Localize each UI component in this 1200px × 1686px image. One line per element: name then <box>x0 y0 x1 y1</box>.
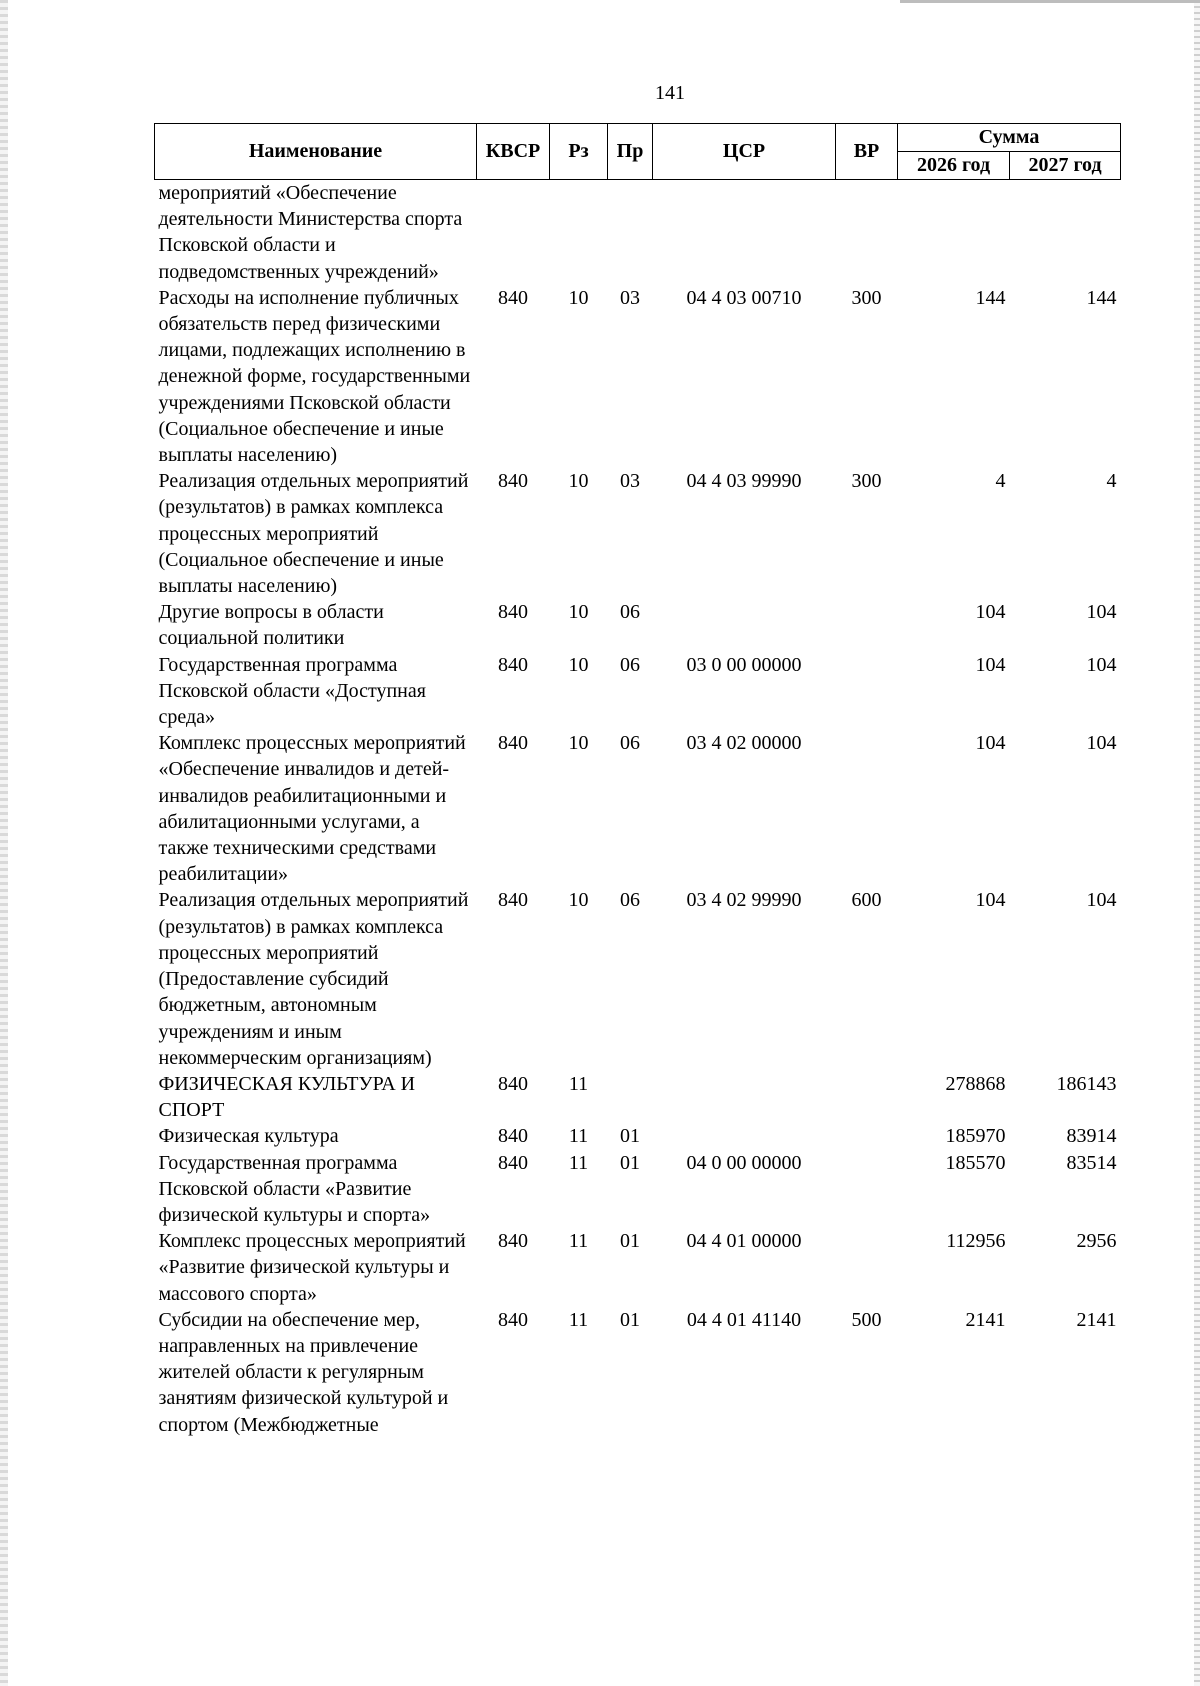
cell-2027: 83514 <box>1066 1151 1117 1174</box>
cell-name: Реализация отдельных мероприятий (результатов) в рамках комплекса процессных мероприятий (Предоставление субсидий бюджетным, автономным учреждениям и иным некоммерческим организациям) <box>158 889 469 1069</box>
cell-name: Государственная программа Псковской области «Развитие физической культуры и спорта» <box>158 1151 431 1226</box>
cell-2026: 104 <box>975 732 1006 755</box>
header-row <box>155 124 1121 152</box>
cell-kvsr: 840 <box>498 286 528 309</box>
cell-kvsr: 840 <box>498 1151 528 1174</box>
scan-edge-top <box>900 0 1200 3</box>
cell-csr <box>653 1071 836 1123</box>
budget-table <box>154 123 1121 1438</box>
cell-pr: 01 <box>620 1230 640 1253</box>
page-number: 141 <box>655 82 685 104</box>
cell-pr: 03 <box>620 286 640 309</box>
cell-2027: 104 <box>1086 732 1117 755</box>
cell-vr <box>836 1228 898 1307</box>
cell-rz: 11 <box>568 1308 589 1331</box>
cell-csr: 04 4 01 00000 <box>686 1230 802 1253</box>
cell-pr: 01 <box>620 1151 640 1174</box>
table-row <box>155 599 1121 651</box>
scan-edge-left <box>0 0 8 1686</box>
cell-2026: 104 <box>975 889 1006 912</box>
table-row <box>155 652 1121 731</box>
cell-pr: 03 <box>620 470 640 493</box>
cell-name: Реализация отдельных мероприятий (результатов) в рамках комплекса процессных мероприятий (Социальное обеспечение и иные выплаты населению) <box>158 470 469 598</box>
cell-name: Комплекс процессных мероприятий «Обеспечение инвалидов и детей-инвалидов реабилитационными и абилитационными услугами, а также техническими средствами реабилитации» <box>158 732 466 886</box>
table-row <box>155 180 1121 285</box>
cell-vr <box>836 1150 898 1229</box>
table-row <box>155 468 1121 599</box>
cell-name: Государственная программа Псковской области «Доступная среда» <box>158 653 426 729</box>
cell-csr: 04 4 01 41140 <box>686 1308 802 1331</box>
cell-pr: 01 <box>620 1125 640 1148</box>
cell-2027: 4 <box>1106 470 1117 493</box>
cell-2027: 2141 <box>1076 1308 1117 1331</box>
cell-vr: 500 <box>851 1308 882 1331</box>
cell-2026: 104 <box>975 601 1006 624</box>
cell-2027: 104 <box>1086 889 1117 912</box>
cell-kvsr <box>477 180 550 285</box>
cell-kvsr: 840 <box>498 1072 528 1095</box>
cell-2026: 144 <box>975 286 1006 309</box>
cell-pr: 06 <box>620 889 640 912</box>
cell-rz: 11 <box>568 1230 589 1253</box>
header-kvsr: КВСР <box>477 124 550 180</box>
cell-csr <box>653 1123 836 1149</box>
table-row <box>155 1228 1121 1307</box>
cell-vr <box>836 599 898 651</box>
header-sum: Сумма <box>898 124 1121 152</box>
header-vr: ВР <box>836 124 898 180</box>
cell-pr: 06 <box>620 732 640 755</box>
cell-2026: 2141 <box>965 1308 1006 1331</box>
table-row <box>155 1307 1121 1438</box>
cell-pr <box>608 1071 653 1123</box>
cell-name: Расходы на исполнение публичных обязательств перед физическими лицами, подлежащих исполнению в денежной форме, государственными учреждениями Псковской области (Социальное обеспечение и иные выплаты населению) <box>158 286 471 467</box>
header-year-2027: 2027 год <box>1010 152 1121 180</box>
table-row <box>155 285 1121 468</box>
cell-kvsr: 840 <box>498 1308 528 1331</box>
cell-2026: 112956 <box>946 1230 1006 1253</box>
cell-csr: 03 0 00 00000 <box>686 653 802 676</box>
cell-2027: 144 <box>1086 286 1117 309</box>
cell-csr: 03 4 02 00000 <box>686 732 802 755</box>
cell-kvsr: 840 <box>498 732 528 755</box>
cell-rz: 11 <box>568 1072 589 1095</box>
cell-vr: 600 <box>851 889 882 912</box>
cell-pr: 06 <box>620 653 640 676</box>
cell-csr: 04 4 03 00710 <box>686 286 802 309</box>
header-year-2026: 2026 год <box>898 152 1010 180</box>
cell-2027: 2956 <box>1076 1230 1117 1253</box>
cell-pr <box>608 180 653 285</box>
scan-edge-right <box>1194 0 1200 1686</box>
cell-2026: 104 <box>975 653 1006 676</box>
cell-kvsr: 840 <box>498 601 528 624</box>
cell-2027: 104 <box>1086 653 1117 676</box>
cell-csr: 03 4 02 99990 <box>686 889 802 912</box>
cell-pr: 01 <box>620 1308 640 1331</box>
cell-rz: 11 <box>568 1125 589 1148</box>
cell-name: Физическая культура <box>158 1125 339 1148</box>
table-row <box>155 730 1121 887</box>
table-row <box>155 1071 1121 1123</box>
cell-vr <box>836 180 898 285</box>
cell-vr: 300 <box>851 470 882 493</box>
cell-csr <box>653 180 836 285</box>
cell-name: Комплекс процессных мероприятий «Развитие физической культуры и массового спорта» <box>158 1230 466 1305</box>
cell-name: Другие вопросы в области социальной политики <box>158 601 384 650</box>
table-row <box>155 1150 1121 1229</box>
cell-kvsr: 840 <box>498 1125 528 1148</box>
cell-rz: 10 <box>568 653 589 676</box>
cell-2026: 185970 <box>945 1125 1006 1148</box>
header-rz: Рз <box>550 124 608 180</box>
cell-rz <box>550 180 608 285</box>
cell-vr <box>836 652 898 731</box>
cell-kvsr: 840 <box>498 653 528 676</box>
cell-rz: 10 <box>568 889 589 912</box>
table-body <box>155 180 1121 1438</box>
cell-rz: 10 <box>568 286 589 309</box>
cell-rz: 11 <box>568 1151 589 1174</box>
cell-name: Субсидии на обеспечение мер, направленных на привлечение жителей области к регулярным занятиям физической культурой и спортом (Межбюджетные <box>158 1308 449 1436</box>
cell-rz: 10 <box>568 732 589 755</box>
cell-2027 <box>1010 180 1121 285</box>
cell-2026 <box>898 180 1010 285</box>
cell-csr: 04 0 00 00000 <box>686 1151 802 1174</box>
cell-2026: 185570 <box>945 1151 1006 1174</box>
header-name: Наименование <box>155 124 477 180</box>
header-csr: ЦСР <box>653 124 836 180</box>
cell-csr: 04 4 03 99990 <box>686 470 802 493</box>
cell-vr <box>836 1123 898 1149</box>
cell-rz: 10 <box>568 601 589 624</box>
cell-vr: 300 <box>851 286 882 309</box>
cell-2027: 104 <box>1086 601 1117 624</box>
table-row <box>155 887 1121 1070</box>
cell-name: мероприятий «Обеспечение деятельности Министерства спорта Псковской области и подведомственных учреждений» <box>158 182 463 283</box>
cell-csr <box>653 599 836 651</box>
cell-vr <box>836 730 898 887</box>
cell-kvsr: 840 <box>498 889 528 912</box>
cell-2027: 83914 <box>1066 1125 1117 1148</box>
header-pr: Пр <box>608 124 653 180</box>
cell-2026: 4 <box>995 470 1006 493</box>
cell-kvsr: 840 <box>498 470 528 493</box>
cell-pr: 06 <box>620 601 640 624</box>
cell-2027: 186143 <box>1056 1072 1117 1095</box>
cell-vr <box>836 1071 898 1123</box>
cell-2026: 278868 <box>945 1072 1006 1095</box>
cell-name: ФИЗИЧЕСКАЯ КУЛЬТУРА И СПОРТ <box>158 1072 416 1122</box>
cell-kvsr: 840 <box>498 1230 528 1253</box>
cell-rz: 10 <box>568 470 589 493</box>
table-row <box>155 1123 1121 1149</box>
